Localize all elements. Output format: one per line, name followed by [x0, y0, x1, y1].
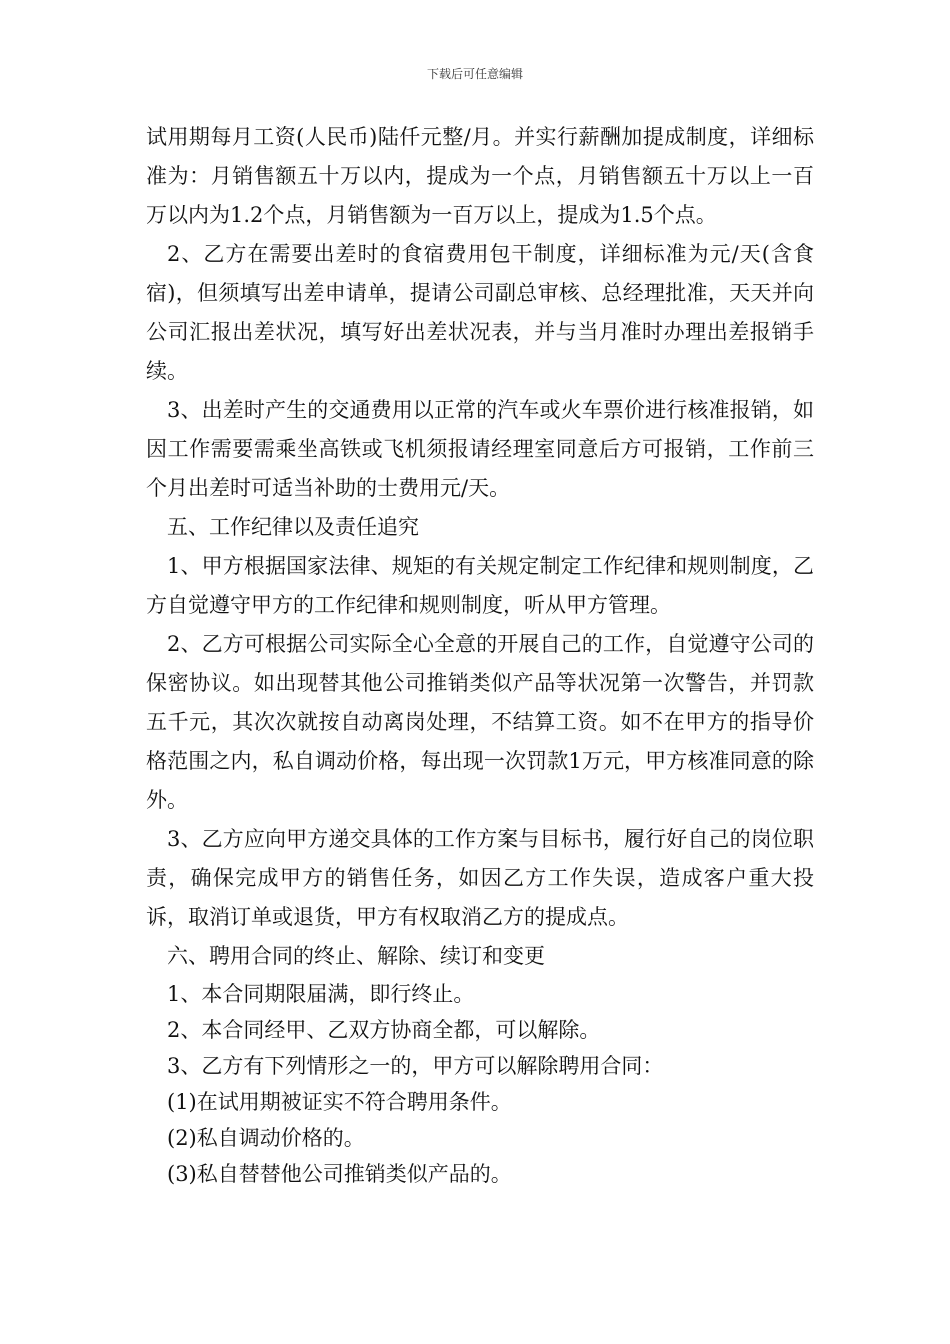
- paragraph-work-plan: 3、乙方应向甲方递交具体的工作方案与目标书，履行好自己的岗位职责，确保完成甲方的销售任务，如因乙方工作失误，造成客户重大投诉，取消订单或退货，甲方有权取消乙方的提成点。: [146, 827, 814, 929]
- list-item-dismissal-conditions: 3、乙方有下列情形之一的，甲方可以解除聘用合同：: [167, 1054, 664, 1078]
- paragraph-discipline-rules: 1、甲方根据国家法律、规矩的有关规定制定工作纪律和规则制度，乙方自觉遵守甲方的工作纪律和规则制度，听从甲方管理。: [146, 554, 814, 617]
- section-heading-termination: 六、聘用合同的终止、解除、续订和变更: [167, 944, 545, 968]
- page-header-note: 下载后可任意编辑: [426, 67, 523, 81]
- list-item-mutual-termination: 2、本合同经甲、乙双方协商全都，可以解除。: [167, 1018, 601, 1042]
- paragraph-salary: 试用期每月工资(人民币)陆仟元整/月。并实行薪酬加提成制度，详细标准为：月销售额五十万以内，提成为一个点，月销售额五十万以上一百万以内为1.2个点，月销售额为一百万以上，提成为1.5个点。: [146, 125, 814, 227]
- document-body: [146, 118, 814, 1192]
- paragraph-transport-costs: 3、出差时产生的交通费用以正常的汽车或火车票价进行核准报销，如因工作需要需乘坐高铁或飞机须报请经理室同意后方可报销，工作前三个月出差时可适当补助的士费用元/天。: [146, 398, 814, 500]
- sub-item-price-change: (2)私自调动价格的。: [167, 1126, 365, 1150]
- list-item-expiry: 1、本合同期限届满，即行终止。: [167, 982, 475, 1006]
- sub-item-competitor-sales: (3)私自替替他公司推销类似产品的。: [167, 1162, 512, 1186]
- section-heading-discipline: 五、工作纪律以及责任追究: [167, 515, 419, 539]
- paragraph-confidentiality: 2、乙方可根据公司实际全心全意的开展自己的工作，自觉遵守公司的保密协议。如出现替其他公司推销类似产品等状况第一次警告，并罚款五千元，其次次就按自动离岗处理，不结算工资。如不在甲方的指导价格范围之内，私自调动价格，每出现一次罚款1万元，甲方核准同意的除外。: [146, 632, 814, 812]
- paragraph-travel-allowance: 2、乙方在需要出差时的食宿费用包干制度，详细标准为元/天(含食宿)，但须填写出差申请单，提请公司副总审核、总经理批准，天天并向公司汇报出差状况，填写好出差状况表，并与当月准时办理出差报销手续。: [146, 242, 814, 383]
- sub-item-probation: (1)在试用期被证实不符合聘用条件。: [167, 1090, 512, 1114]
